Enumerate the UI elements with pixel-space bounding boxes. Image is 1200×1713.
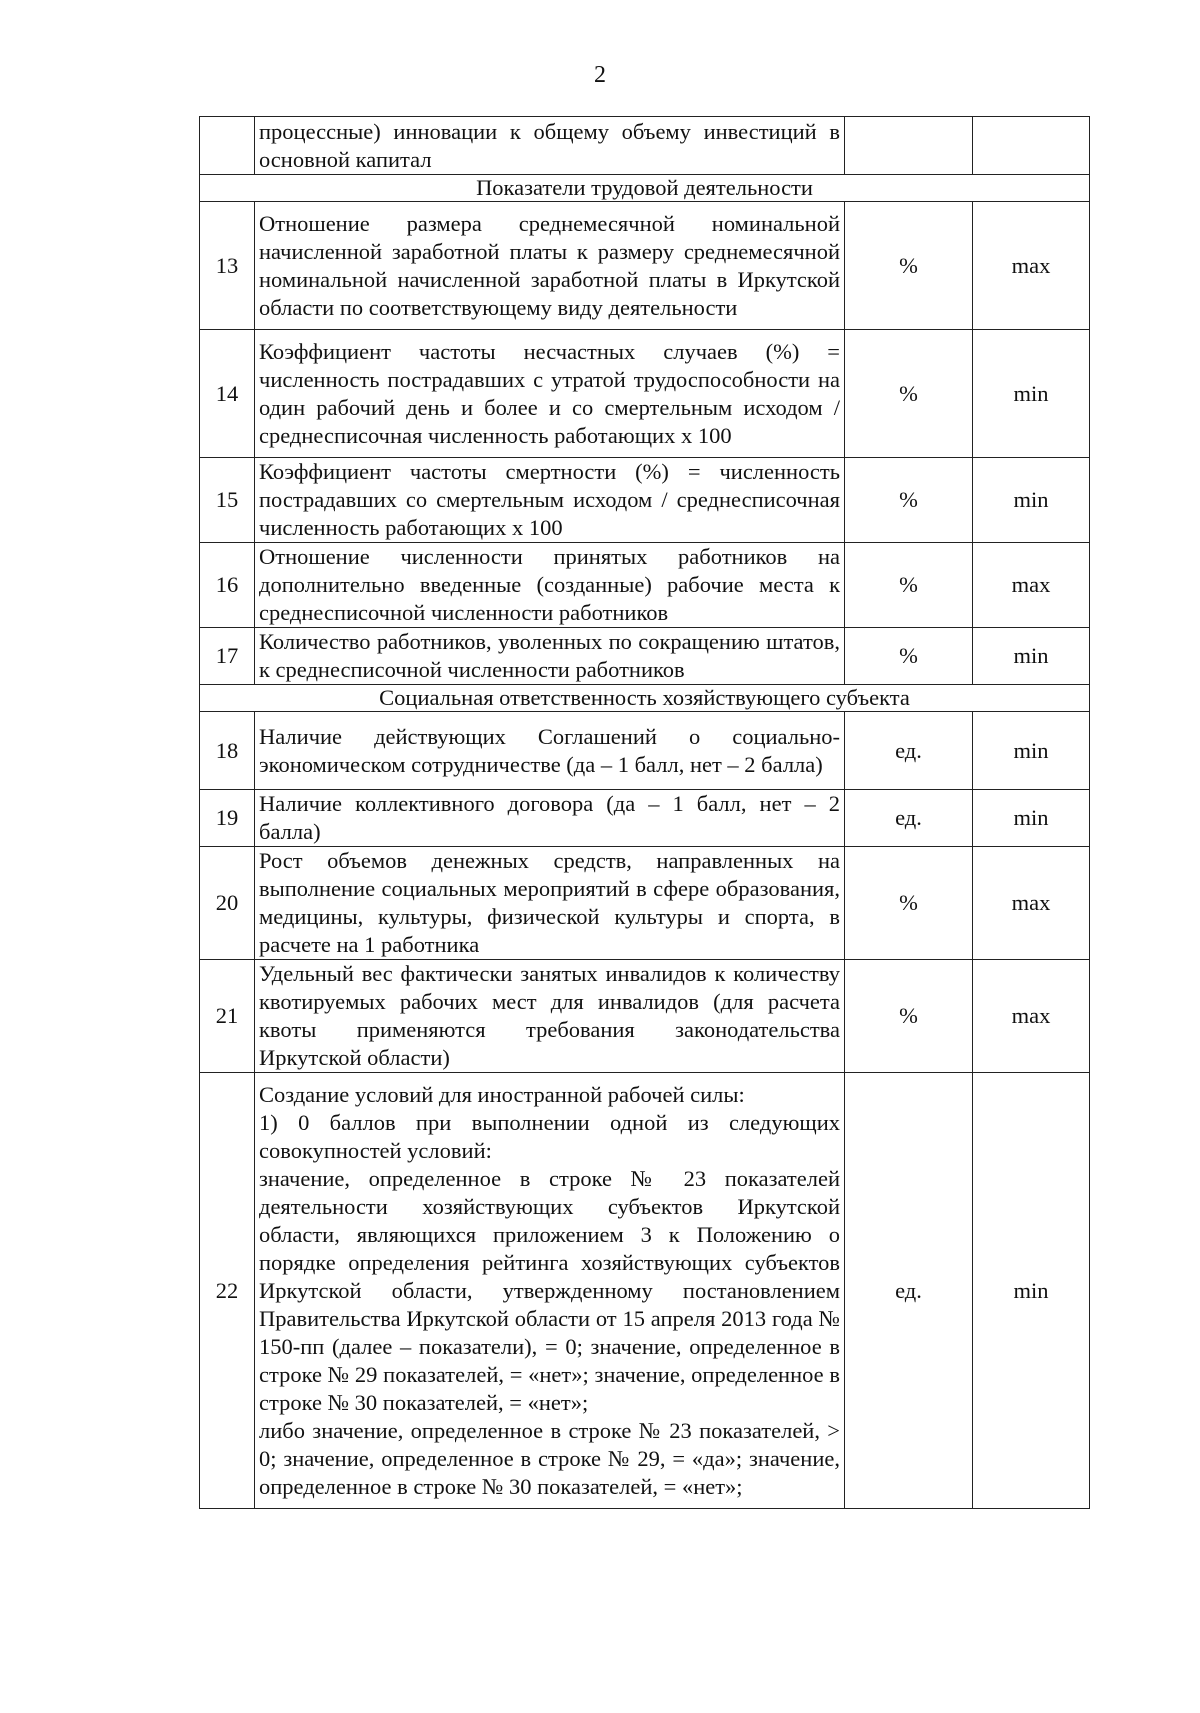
target-direction-cell <box>973 117 1090 175</box>
table-row <box>200 847 1090 960</box>
row-number <box>200 117 255 175</box>
row-number: 18 <box>200 712 255 790</box>
target-direction-cell: min <box>973 790 1090 847</box>
indicator-text-paragraph: Создание условий для иностранной рабочей силы: <box>259 1081 745 1107</box>
page-number: 2 <box>594 62 606 88</box>
section-title: Показатели трудовой деятельности <box>200 175 1090 202</box>
indicator-text-paragraph: Наличие действующих Соглашений о социально-экономическом сотрудничестве (да – 1 балл, нет – 2 балла) <box>259 723 840 777</box>
indicator-text-paragraph: Количество работников, уволенных по сокращению штатов, к среднесписочной численности работников <box>259 629 840 682</box>
table-row <box>200 1073 1090 1509</box>
table-row <box>200 202 1090 330</box>
indicators-table <box>199 116 1090 1509</box>
indicator-text <box>255 202 845 330</box>
indicator-text <box>255 628 845 685</box>
target-direction-cell: max <box>973 847 1090 960</box>
unit-cell: % <box>845 458 973 543</box>
indicator-text-paragraph: процессные) инновации к общему объему инвестиций в основной капитал <box>259 118 840 172</box>
indicator-text <box>255 117 845 175</box>
unit-cell: % <box>845 202 973 330</box>
table-row <box>200 330 1090 458</box>
target-direction-cell: min <box>973 330 1090 458</box>
unit-cell: % <box>845 628 973 685</box>
target-direction-cell: min <box>973 628 1090 685</box>
unit-cell: ед. <box>845 1073 973 1509</box>
indicator-text-paragraph: значение, определенное в строке № 23 показателей деятельности хозяйствующих субъектов Иркутской области, являющихся приложением 3 к Положению о порядке определения рейтинга хозяйствующих субъектов Иркутской области, утвержденному постановлением Правительства Иркутской области от 15 апреля 2013 года № 150-пп (далее – показатели), = 0; значение, определенное в строке № 29 показателей, = «нет»; значение, определенное в строке № 30 показателей, = «нет»; <box>259 1165 840 1415</box>
indicator-text <box>255 960 845 1073</box>
indicator-text <box>255 330 845 458</box>
row-number: 19 <box>200 790 255 847</box>
unit-cell: % <box>845 847 973 960</box>
table-row <box>200 790 1090 847</box>
unit-cell: ед. <box>845 790 973 847</box>
target-direction-cell: min <box>973 1073 1090 1509</box>
indicators-table-body <box>200 117 1090 1509</box>
table-row <box>200 117 1090 175</box>
table-row <box>200 960 1090 1073</box>
indicator-text <box>255 1073 845 1509</box>
unit-cell: % <box>845 960 973 1073</box>
target-direction-cell: max <box>973 960 1090 1073</box>
indicator-text <box>255 847 845 960</box>
row-number: 13 <box>200 202 255 330</box>
indicator-text <box>255 712 845 790</box>
indicator-text-paragraph: Удельный вес фактически занятых инвалидов к количеству квотируемых рабочих мест для инвалидов (для расчета квоты применяются требования законодательства Иркутской области) <box>259 961 840 1070</box>
unit-cell <box>845 117 973 175</box>
indicator-text-paragraph: Отношение размера среднемесячной номинальной начисленной заработной платы к размеру среднемесячной номинальной начисленной заработной платы в Иркутской области по соответствующему виду деятельности <box>259 210 840 320</box>
section-header-row <box>200 175 1090 202</box>
section-header-row <box>200 685 1090 712</box>
row-number: 21 <box>200 960 255 1073</box>
target-direction-cell: max <box>973 202 1090 330</box>
row-number: 15 <box>200 458 255 543</box>
indicator-text-paragraph: Отношение численности принятых работников на дополнительно введенные (созданные) рабочие места к среднесписочной численности работников <box>259 544 840 625</box>
indicator-text-paragraph: Рост объемов денежных средств, направленных на выполнение социальных мероприятий в сфере образования, медицины, культуры, физической культуры и спорта, в расчете на 1 работника <box>259 848 840 957</box>
unit-cell: % <box>845 543 973 628</box>
unit-cell: ед. <box>845 712 973 790</box>
target-direction-cell: min <box>973 712 1090 790</box>
indicator-text-paragraph: 1) 0 баллов при выполнении одной из следующих совокупностей условий: <box>259 1109 840 1163</box>
unit-cell: % <box>845 330 973 458</box>
row-number: 20 <box>200 847 255 960</box>
table-row <box>200 458 1090 543</box>
indicator-text-paragraph: Наличие коллективного договора (да – 1 балл, нет – 2 балла) <box>259 791 840 844</box>
target-direction-cell: max <box>973 543 1090 628</box>
table-row <box>200 628 1090 685</box>
row-number: 17 <box>200 628 255 685</box>
indicator-text-paragraph: Коэффициент частоты несчастных случаев (%) = численность пострадавших с утратой трудоспособности на один рабочий день и более и со смертельным исходом / среднесписочная численность работающих х 100 <box>259 338 840 448</box>
row-number: 22 <box>200 1073 255 1509</box>
row-number: 14 <box>200 330 255 458</box>
table-row <box>200 712 1090 790</box>
row-number: 16 <box>200 543 255 628</box>
indicator-text <box>255 458 845 543</box>
table-row <box>200 543 1090 628</box>
indicator-text <box>255 543 845 628</box>
indicator-text-paragraph: Коэффициент частоты смертности (%) = численность пострадавших со смертельным исходом / среднесписочная численность работающих х 100 <box>259 459 840 540</box>
target-direction-cell: min <box>973 458 1090 543</box>
indicator-text <box>255 790 845 847</box>
section-title: Социальная ответственность хозяйствующего субъекта <box>200 685 1090 712</box>
indicator-text-paragraph: либо значение, определенное в строке № 23 показателей, > 0; значение, определенное в строке № 29, = «да»; значение, определенное в строке № 30 показателей, = «нет»; <box>259 1417 840 1499</box>
